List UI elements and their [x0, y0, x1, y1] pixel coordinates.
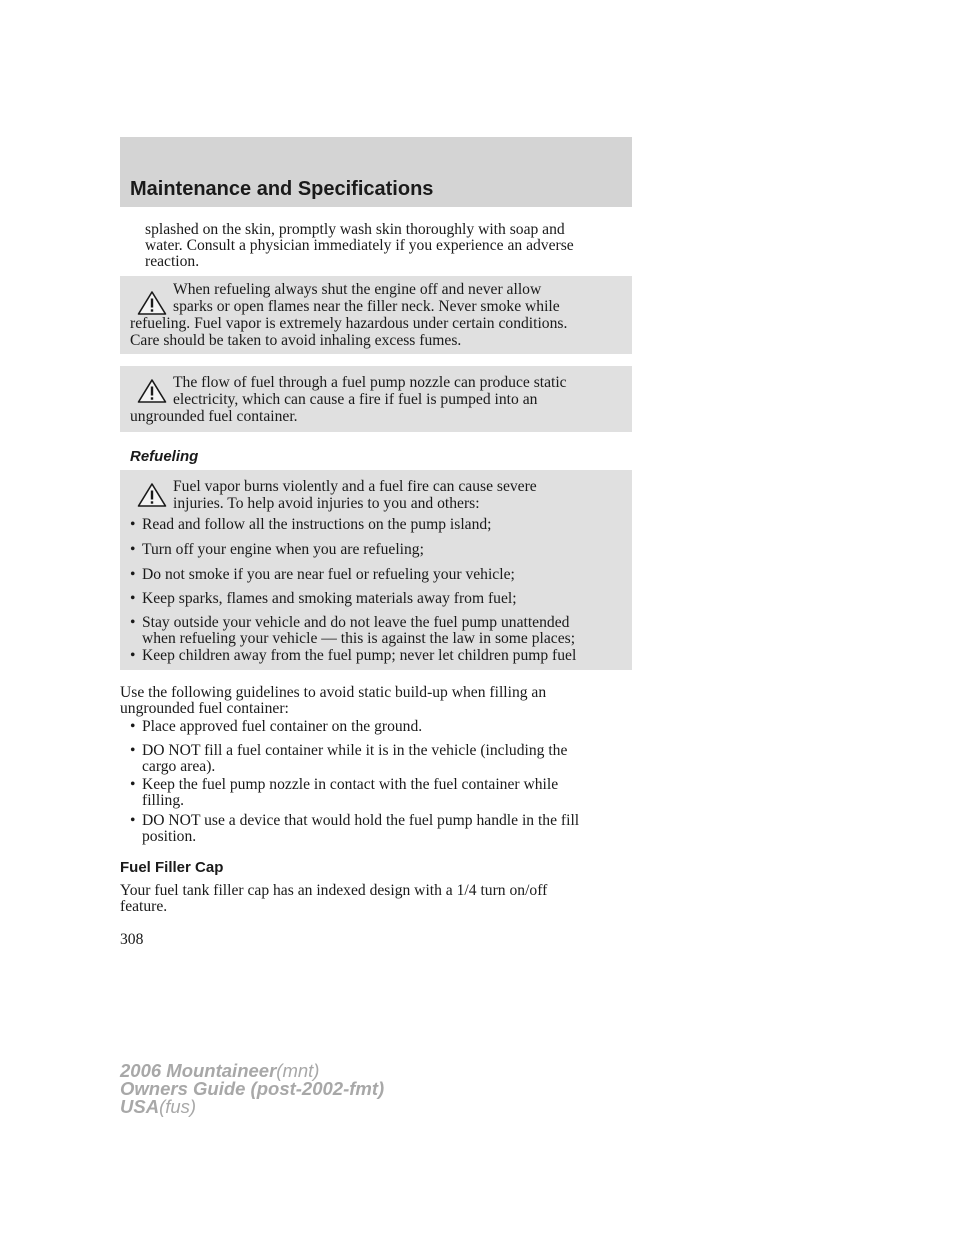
warning-line: injuries. To help avoid injuries to you and others: — [173, 495, 480, 512]
page-title: Maintenance and Specifications — [130, 178, 434, 200]
list-item — [130, 567, 515, 583]
list-item — [130, 743, 567, 775]
list-item — [130, 517, 492, 533]
list-item — [130, 648, 576, 664]
list-item-text: when refueling your vehicle — this is against the law in some places; — [142, 630, 576, 647]
warning-line: sparks or open flames near the filler neck. Never smoke while — [173, 298, 560, 315]
list-item-text: cargo area). — [142, 758, 216, 775]
bullet-icon: • — [130, 541, 136, 558]
footer-code: (mnt) — [276, 1060, 320, 1081]
list-item — [130, 591, 517, 607]
fuel-filler-cap-paragraph — [120, 883, 547, 915]
list-item-text: Do not smoke if you are near fuel or refueling your vehicle; — [142, 566, 515, 583]
text-line: feature. — [120, 898, 168, 915]
list-item — [130, 813, 579, 845]
list-item-text: Keep sparks, flames and smoking materials away from fuel; — [142, 590, 517, 607]
warning-line: ungrounded fuel container. — [130, 408, 298, 425]
list-item-text: position. — [142, 828, 197, 845]
bullet-icon: • — [130, 776, 136, 793]
list-item-text: filling. — [142, 792, 185, 809]
warning-line: When refueling always shut the engine off and never allow — [173, 281, 542, 298]
bullet-icon: • — [130, 647, 136, 664]
list-item-text: Place approved fuel container on the ground. — [142, 718, 423, 735]
intro-paragraph — [145, 222, 574, 270]
bullet-icon: • — [130, 516, 136, 533]
list-item-text: Keep children away from the fuel pump; never let children pump fuel — [142, 647, 577, 664]
text-line: water. Consult a physician immediately if you experience an adverse — [145, 237, 574, 254]
warning-line: Fuel vapor burns violently and a fuel fire can cause severe — [173, 478, 537, 495]
list-item-text: Stay outside your vehicle and do not leave the fuel pump unattended — [142, 614, 570, 631]
list-item-text: DO NOT use a device that would hold the fuel pump handle in the fill — [142, 812, 580, 829]
bullet-icon: • — [130, 614, 136, 631]
footer-code: (fus) — [159, 1096, 197, 1117]
list-item — [130, 719, 422, 735]
text-line: reaction. — [145, 253, 200, 270]
warning-triangle-icon — [137, 378, 167, 404]
warning-line: Care should be taken to avoid inhaling excess fumes. — [130, 332, 462, 349]
section-heading-refueling: Refueling — [130, 448, 199, 465]
footer-line — [120, 1098, 196, 1116]
warning-line: electricity, which can cause a fire if fuel is pumped into an — [173, 391, 538, 408]
bullet-icon: • — [130, 718, 136, 735]
warning-triangle-icon — [137, 290, 167, 316]
footer-market: USA — [120, 1096, 160, 1117]
list-item-text: Read and follow all the instructions on the pump island; — [142, 516, 492, 533]
guidelines-intro — [120, 685, 546, 717]
list-item — [130, 777, 558, 809]
list-item-text: Keep the fuel pump nozzle in contact with the fuel container while — [142, 776, 559, 793]
list-item-text: Turn off your engine when you are refueling; — [142, 541, 424, 558]
bullet-icon: • — [130, 742, 136, 759]
text-line: splashed on the skin, promptly wash skin thoroughly with soap and — [145, 221, 565, 238]
text-line: Your fuel tank filler cap has an indexed design with a 1/4 turn on/off — [120, 882, 548, 899]
list-item — [130, 615, 575, 647]
footer-guide: Owners Guide (post-2002-fmt) — [120, 1078, 385, 1099]
page-number: 308 — [120, 931, 144, 948]
bullet-icon: • — [130, 590, 136, 607]
section-heading-fuel-filler-cap: Fuel Filler Cap — [120, 859, 224, 876]
warning-triangle-icon — [137, 482, 167, 508]
warning-line: refueling. Fuel vapor is extremely hazardous under certain conditions. — [130, 315, 568, 332]
text-line: Use the following guidelines to avoid static build-up when filling an — [120, 684, 547, 701]
bullet-icon: • — [130, 812, 136, 829]
list-item-text: DO NOT fill a fuel container while it is in the vehicle (including the — [142, 742, 568, 759]
list-item — [130, 542, 424, 558]
text-line: ungrounded fuel container: — [120, 700, 289, 717]
bullet-icon: • — [130, 566, 136, 583]
warning-line: The flow of fuel through a fuel pump nozzle can produce static — [173, 374, 567, 391]
footer-model: 2006 Mountaineer — [120, 1060, 277, 1081]
